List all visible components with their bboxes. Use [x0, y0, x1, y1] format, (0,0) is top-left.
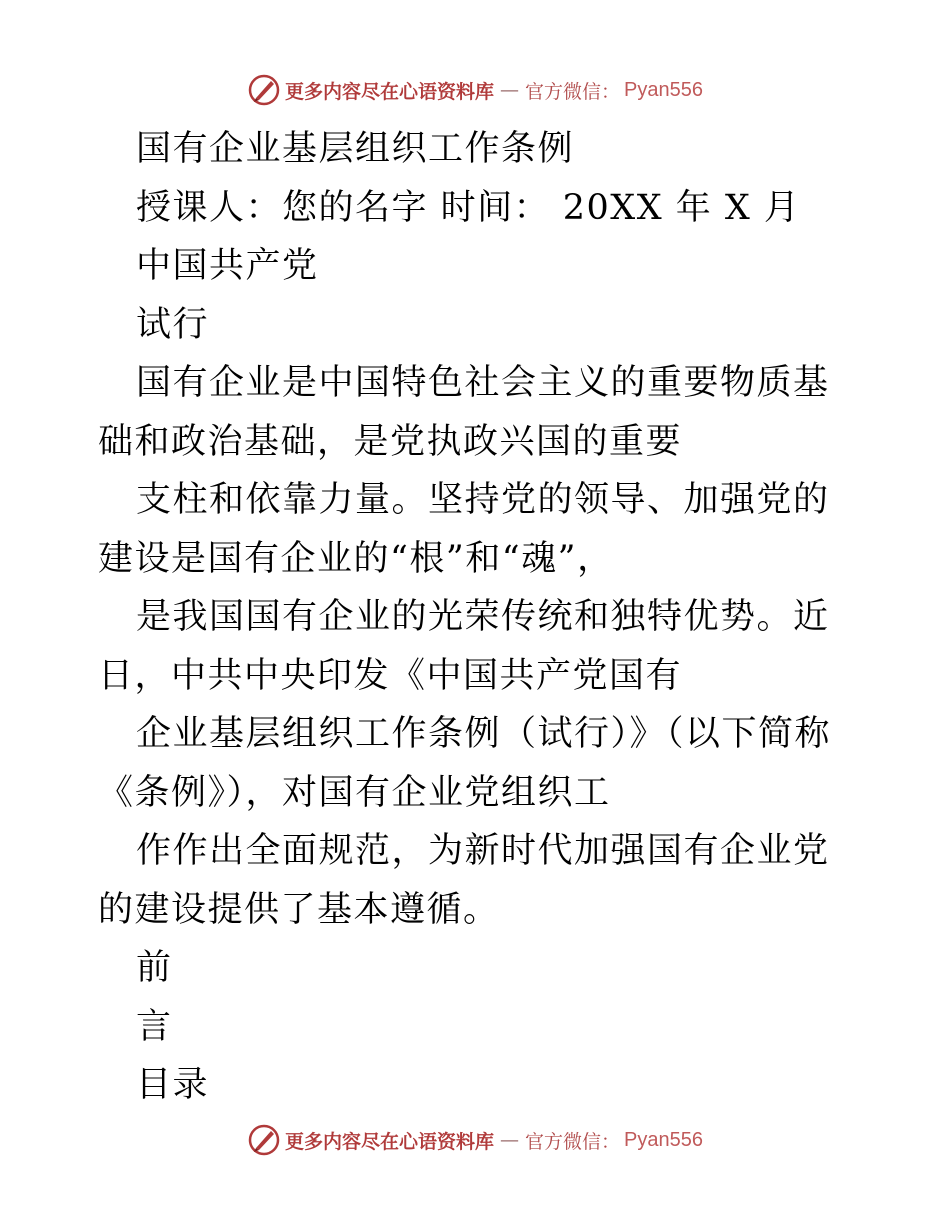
quill-logo-icon — [247, 1123, 281, 1157]
header-banner-dash: — — [500, 79, 520, 101]
body-paragraph-1: 国有企业是中国特色社会主义的重要物质基础和政治基础，是党执政兴国的重要 — [98, 363, 830, 462]
footer-wechat-label: 官方微信： — [525, 1130, 621, 1153]
header-banner-inner — [247, 73, 703, 107]
preface-char-1: 前 — [136, 948, 173, 988]
preface-char-2: 言 — [136, 1006, 173, 1047]
toc-heading: 目录 — [136, 1065, 210, 1105]
footer-banner — [0, 1120, 950, 1160]
header-banner — [0, 70, 950, 110]
party-line: 中国共产党 — [136, 246, 319, 286]
header-wechat-id: Pyan556 — [624, 78, 703, 101]
body-paragraph-2: 支柱和依靠力量。坚持党的领导、加强党的建设是国有企业的“根”和“魂”， — [98, 480, 830, 579]
header-banner-text: 更多内容尽在心语资料库 — [285, 80, 495, 103]
header-wechat-label: 官方微信： — [525, 80, 621, 103]
body-paragraph-4: 企业基层组织工作条例（试行）》（以下简称《条例》），对国有企业党组织工 — [98, 714, 832, 813]
lecturer-line: 授课人：您的名字 时间： 20XX 年 X 月 — [136, 187, 801, 228]
footer-banner-dash: — — [500, 1129, 520, 1151]
footer-wechat-id: Pyan556 — [624, 1128, 703, 1151]
footer-banner-inner — [247, 1123, 703, 1157]
document-body — [98, 120, 858, 1115]
body-paragraph-3: 是我国国有企业的光荣传统和独特优势。近日，中共中央印发《中国共产党国有 — [98, 597, 830, 696]
trial-line: 试行 — [136, 304, 210, 345]
quill-logo-icon — [247, 73, 281, 107]
body-paragraph-5: 作作出全面规范，为新时代加强国有企业党的建设提供了基本遵循。 — [98, 831, 830, 930]
doc-title: 国有企业基层组织工作条例 — [136, 129, 575, 169]
footer-banner-text: 更多内容尽在心语资料库 — [285, 1130, 495, 1153]
